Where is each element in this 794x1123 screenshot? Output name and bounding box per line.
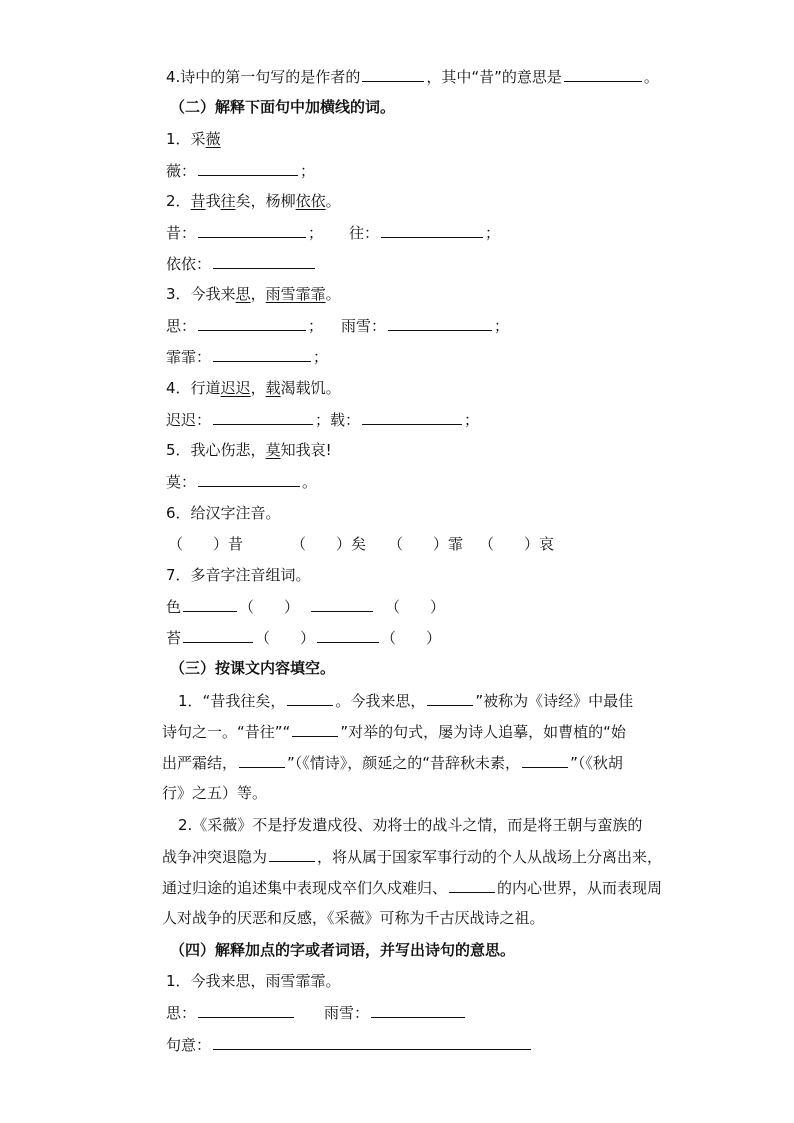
underlined-word: 往 (220, 192, 236, 210)
item-6-sentence (166, 503, 281, 523)
item-3-answers (166, 315, 509, 336)
item-6-pinyin-row (168, 534, 554, 554)
answer-blank[interactable] (198, 471, 300, 487)
para-text: 行》之五）等。 (162, 784, 268, 802)
para-text: 战争冲突退隐为 (162, 848, 268, 866)
sentence-text: 我心伤悲， (190, 441, 266, 459)
item-3-answer-3 (166, 346, 328, 367)
answer-blank[interactable] (198, 315, 306, 331)
item-number: 1． (166, 130, 191, 148)
answer-label: 雨雪： (341, 317, 387, 335)
item-7-sentence (166, 565, 311, 585)
q4-text-b: ，其中“昔”的意思是 (426, 68, 562, 86)
item-number: 3． (166, 285, 191, 303)
answer-label: 载： (330, 411, 361, 429)
answer-blank[interactable] (213, 409, 313, 425)
answer-blank[interactable] (362, 409, 462, 425)
para-text: ”（《秋胡 (570, 754, 623, 772)
para-text: ”被称为《诗经》中最佳 (475, 692, 634, 710)
item-7-row-2 (166, 627, 441, 648)
answer-blank[interactable] (371, 1002, 465, 1018)
para-2-line-2 (162, 846, 662, 867)
item-2-sentence (166, 191, 341, 211)
underlined-word: 薇 (205, 130, 221, 148)
pinyin-cell[interactable]: （ ） (385, 598, 446, 616)
punct: 。 (302, 473, 318, 491)
underlined-word: 载 (265, 379, 281, 397)
section-4-item-1 (166, 971, 341, 991)
answer-blank[interactable] (269, 846, 315, 862)
item-number: 5． (166, 441, 191, 459)
answer-label: 句意： (166, 1036, 212, 1054)
polyphone-char: 苔 (166, 629, 182, 647)
para-text: ”对举的句式，屡为诗人追摹，如曹植的“始 (340, 723, 626, 741)
para-text: 诗句之一。“昔往”“ (162, 723, 291, 741)
item-number: 2． (166, 192, 191, 210)
answer-label: 思： (166, 1004, 197, 1022)
underlined-word: 昔 (190, 192, 206, 210)
answer-label: 依依： (166, 255, 212, 273)
pinyin-cell[interactable]: （ ）哀 (479, 535, 555, 553)
pinyin-cell[interactable]: （ ） (255, 629, 316, 647)
answer-blank[interactable] (311, 596, 373, 612)
item-number: 1． (166, 972, 191, 990)
punct: ； (313, 348, 329, 366)
answer-label: 往： (349, 224, 380, 242)
underlined-word: 莫 (265, 441, 281, 459)
para-1-line-4 (162, 783, 267, 803)
pinyin-cell[interactable]: （ ）矣 (291, 535, 367, 553)
punct: ； (315, 411, 331, 429)
sentence-text: 知我哀! (280, 441, 332, 459)
answer-blank[interactable] (183, 627, 253, 643)
answer-blank[interactable] (198, 160, 298, 176)
underlined-word: 思 (235, 285, 251, 303)
answer-blank[interactable] (522, 752, 568, 768)
sentence-text: 给汉字注音。 (190, 504, 281, 522)
sentence-text: 今我来 (190, 285, 236, 303)
pinyin-cell[interactable]: （ ） (381, 629, 442, 647)
item-number: 7． (166, 566, 191, 584)
punct: ； (308, 224, 324, 242)
section-2-title: （二）解释下面句中加横线的词。 (170, 98, 396, 116)
para-text: ”（《情诗》，颜延之的“昔辞秋未素， (287, 754, 521, 772)
answer-blank[interactable] (287, 690, 333, 706)
section-4-title: （四）解释加点的字或者词语，并写出诗句的意思。 (170, 941, 516, 959)
sentence-text: 矣，杨柳 (235, 192, 296, 210)
answer-blank[interactable] (292, 721, 338, 737)
answer-label: 薇： (166, 162, 197, 180)
q4-text-a: 4.诗中的第一句写的是作者的 (166, 68, 361, 86)
sentence-text: 。 (325, 285, 341, 303)
item-2-answer-3 (166, 253, 317, 274)
para-2-line-1 (178, 815, 642, 835)
item-1-sentence (166, 129, 221, 149)
underlined-word: 迟迟 (220, 379, 251, 397)
sentence-text: 今我来思，雨雪霏霏。 (190, 972, 341, 990)
pinyin-cell[interactable]: （ ）霏 (388, 535, 464, 553)
answer-blank[interactable] (239, 752, 285, 768)
answer-label: 霏霏： (166, 348, 212, 366)
sentence-text: 采 (190, 130, 206, 148)
answer-blank[interactable] (427, 690, 473, 706)
para-2-line-3 (162, 877, 662, 898)
para-text: 的内心世界，从而表现周 (497, 879, 663, 897)
item-4-sentence (166, 378, 341, 398)
answer-blank[interactable] (449, 877, 495, 893)
answer-label: 雨雪： (324, 1004, 370, 1022)
answer-blank[interactable] (388, 315, 492, 331)
sentence-text: ， (250, 285, 266, 303)
item-4-answers (166, 409, 479, 430)
sentence-text: 。 (325, 192, 341, 210)
item-7-row-1 (166, 596, 445, 617)
sentence-text: 我 (205, 192, 221, 210)
q4-text-c: 。 (643, 68, 659, 86)
para-text: 出严霜结， (162, 754, 238, 772)
underlined-word: 依依 (295, 192, 326, 210)
punct: ； (485, 224, 501, 242)
answer-blank[interactable] (213, 346, 311, 362)
item-5-answer (166, 471, 317, 492)
sentence-text: 渴载饥。 (280, 379, 341, 397)
section-3-title: （三）按课文内容填空。 (170, 659, 336, 677)
section-4-answers (166, 1002, 467, 1023)
answer-label: 昔： (166, 224, 197, 242)
answer-blank[interactable] (317, 627, 379, 643)
underlined-word: 雨雪霏霏 (265, 285, 326, 303)
para-2-line-4 (162, 908, 545, 928)
para-1-line-2 (162, 721, 626, 742)
para-1-line-1 (178, 690, 633, 711)
answer-blank[interactable] (183, 596, 237, 612)
question-4-line (166, 66, 659, 87)
item-number: 4． (166, 379, 191, 397)
sentence-text: 多音字注音组词。 (190, 566, 311, 584)
pinyin-cell[interactable]: （ ）昔 (168, 535, 244, 553)
para-1-line-3 (162, 752, 623, 773)
section-4-meaning (166, 1034, 533, 1055)
punct: ； (464, 411, 480, 429)
punct: ； (494, 317, 510, 335)
sentence-text: 行道 (190, 379, 221, 397)
answer-label: 迟迟： (166, 411, 212, 429)
answer-blank[interactable] (213, 1034, 531, 1050)
answer-blank[interactable] (362, 66, 424, 82)
punct: ； (300, 162, 316, 180)
answer-blank[interactable] (198, 222, 306, 238)
answer-blank[interactable] (381, 222, 483, 238)
answer-blank[interactable] (213, 253, 315, 269)
item-number: 6． (166, 504, 191, 522)
answer-blank[interactable] (564, 66, 642, 82)
item-3-sentence (166, 284, 341, 304)
para-text: ，将从属于国家军事行动的个人从战场上分离出来， (317, 848, 663, 866)
punct: ； (308, 317, 324, 335)
item-5-sentence (166, 440, 332, 460)
item-1-answer (166, 160, 315, 181)
item-2-answers (166, 222, 500, 243)
answer-label: 思： (166, 317, 197, 335)
para-text: 。今我来思， (335, 692, 426, 710)
sentence-text: ， (250, 379, 266, 397)
para-text: 1．“昔我往矣， (178, 692, 286, 710)
para-text: 人对战争的厌恶和反感，《采薇》可称为千古厌战诗之祖。 (162, 909, 545, 927)
answer-label: 莫： (166, 473, 197, 491)
para-text: 2.《采薇》不是抒发遣戍役、劝将士的战斗之情，而是将王朝与蛮族的 (178, 816, 643, 834)
pinyin-cell[interactable]: （ ） (239, 598, 300, 616)
answer-blank[interactable] (198, 1002, 294, 1018)
para-text: 通过归途的追述集中表现戍卒们久戍难归、 (162, 879, 448, 897)
polyphone-char: 色 (166, 598, 182, 616)
